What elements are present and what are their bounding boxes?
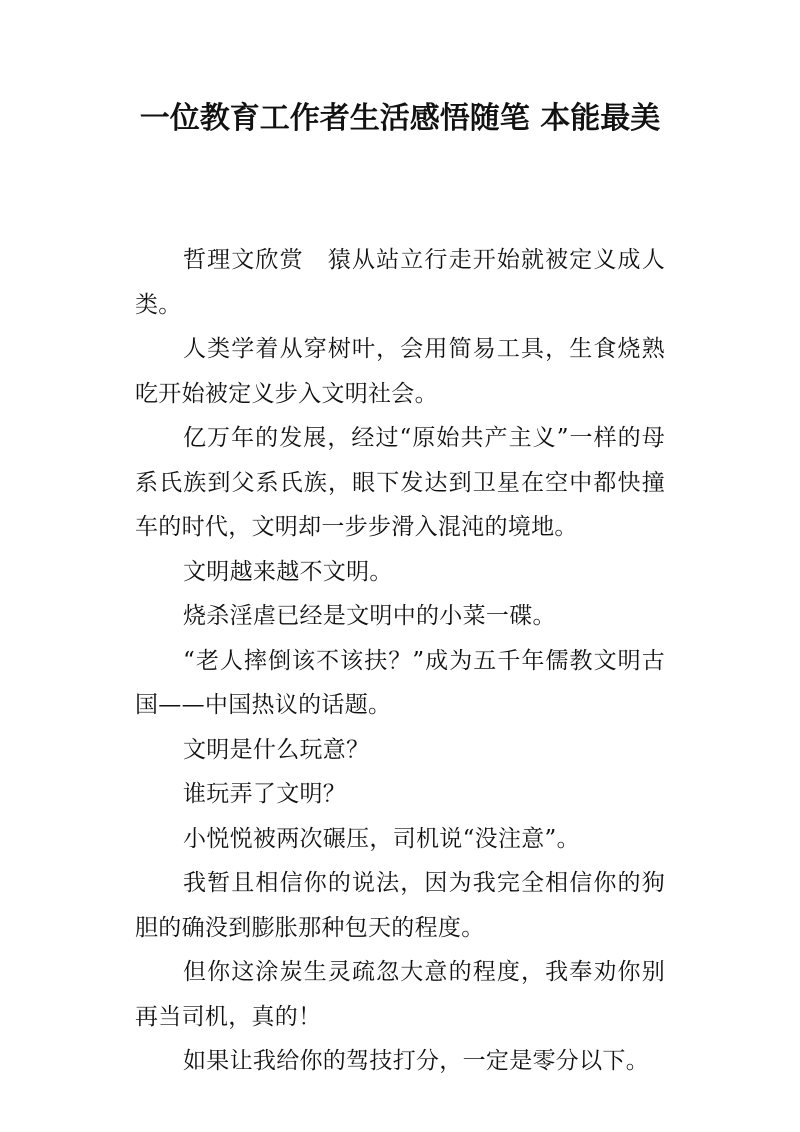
paragraph: 我暂且相信你的说法，因为我完全相信你的狗胆的确没到膨胀那种包天的程度。 xyxy=(135,870,665,941)
paragraph: 文明越来越不文明。 xyxy=(183,558,393,585)
paragraph: “老人摔倒该不该扶？”成为五千年儒教文明古国——中国热议的话题。 xyxy=(135,647,665,718)
paragraph: 人类学着从穿树叶，会用简易工具，生食烧熟吃开始被定义步入文明社会。 xyxy=(135,336,665,407)
paragraph: 亿万年的发展，经过“原始共产主义”一样的母系氏族到父系氏族，眼下发达到卫星在空中都快撞车的时代，文明却一步步滑入混沌的境地。 xyxy=(135,425,665,540)
paragraph: 谁玩弄了文明？ xyxy=(183,781,347,807)
paragraph: 如果让我给你的驾技打分，一定是零分以下。 xyxy=(183,1048,649,1074)
paragraph: 文明是什么玩意？ xyxy=(183,736,370,763)
document-body xyxy=(135,238,665,1084)
paragraph: 哲理文欣赏 猿从站立行走开始就被定义成人类。 xyxy=(135,247,665,318)
paragraph: 烧杀淫虐已经是文明中的小菜一碟。 xyxy=(183,603,556,629)
paragraph: 但你这涂炭生灵疏忽大意的程度，我奉劝你别再当司机，真的！ xyxy=(135,959,665,1030)
paragraph: 小悦悦被两次碾压，司机说“没注意”。 xyxy=(183,825,580,852)
document-title: 一位教育工作者生活感悟随笔 本能最美 xyxy=(139,101,661,136)
